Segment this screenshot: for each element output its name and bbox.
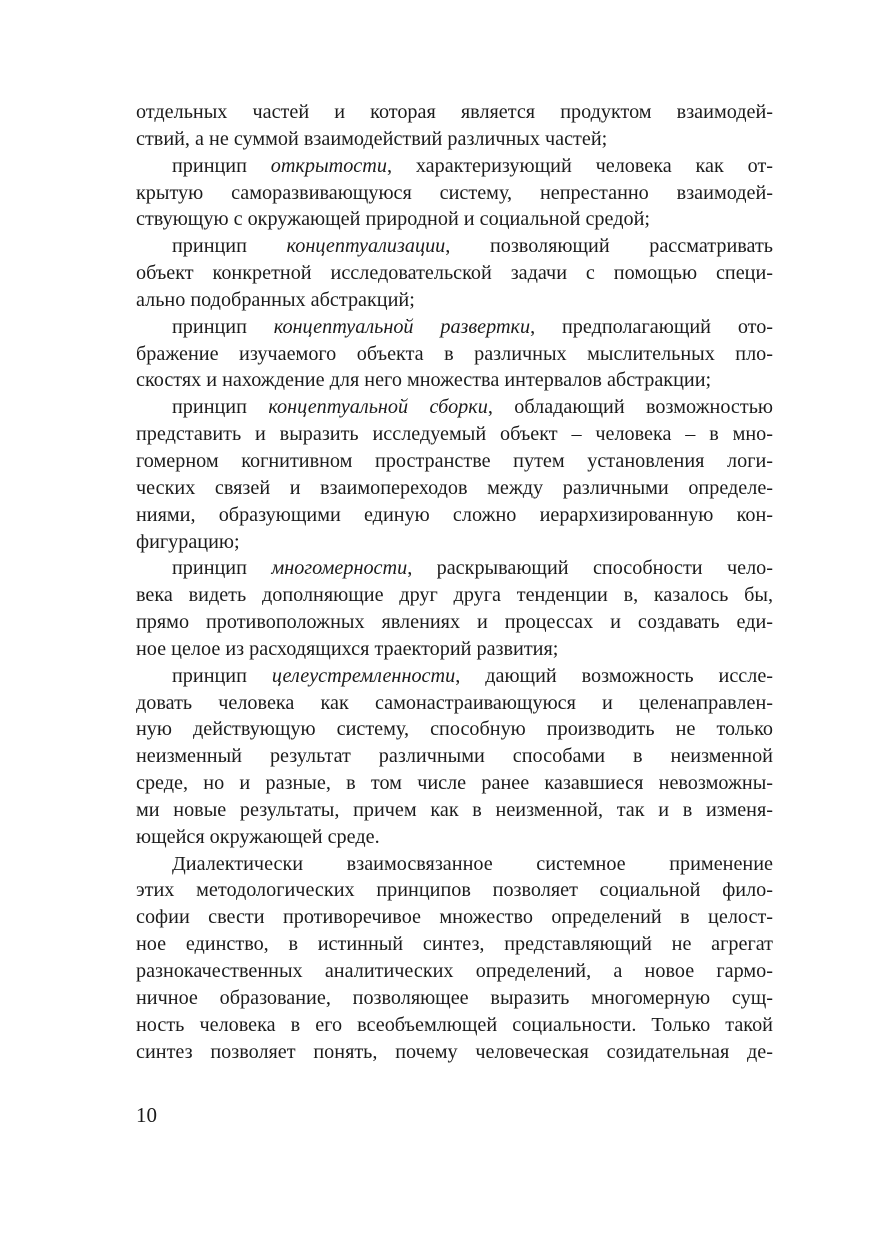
text-line bbox=[136, 824, 773, 851]
text-run: ми новые результаты, причем как в неизменной, так и в изменя- bbox=[136, 798, 773, 821]
text-line bbox=[136, 743, 773, 770]
text-line bbox=[136, 206, 773, 233]
text-run: этих методологических принципов позволяет социальной фило- bbox=[136, 879, 773, 902]
text-run: ное целое из расходящихся траекторий развития; bbox=[136, 637, 559, 660]
text-run: ческих связей и взаимопереходов между различными определе- bbox=[136, 476, 773, 499]
text-run: Диалектически взаимосвязанное системное применение bbox=[172, 852, 773, 875]
text-line bbox=[136, 233, 773, 260]
text-run: объект конкретной исследовательской задачи с помощью специ- bbox=[136, 262, 773, 285]
text-run: неизменный результат различными способами в неизменной bbox=[136, 745, 773, 768]
text-line bbox=[136, 797, 773, 824]
italic-term: концептуализации bbox=[286, 235, 446, 258]
text-line bbox=[136, 609, 773, 636]
text-run: довать человека как самонастраивающуюся и целенаправлен- bbox=[136, 691, 773, 714]
text-line bbox=[136, 367, 773, 394]
text-line bbox=[136, 985, 773, 1012]
text-run: прямо противоположных явлениях и процессах и создавать еди- bbox=[136, 611, 773, 634]
text-line bbox=[136, 99, 773, 126]
text-line bbox=[136, 716, 773, 743]
text-run: разнокачественных аналитических определений, а новое гармо- bbox=[136, 960, 773, 982]
text-line bbox=[136, 958, 773, 985]
text-run: принцип bbox=[172, 557, 272, 580]
text-line bbox=[136, 663, 773, 690]
text-run: , позволяющий рассматривать bbox=[445, 235, 773, 258]
text-run: крытую саморазвивающуюся систему, непрестанно взаимодей- bbox=[136, 181, 773, 204]
text-line bbox=[136, 690, 773, 717]
text-line bbox=[136, 529, 773, 556]
text-line bbox=[136, 555, 773, 582]
text-run: , дающий возможность иссле- bbox=[455, 664, 773, 687]
text-run: гомерном когнитивном пространстве путем установления логи- bbox=[136, 449, 773, 472]
text-run: , характеризующий человека как от- bbox=[386, 154, 773, 177]
text-line bbox=[136, 502, 773, 529]
text-line bbox=[136, 904, 773, 931]
text-line bbox=[136, 314, 773, 341]
text-run: ющейся окружающей среде. bbox=[136, 825, 380, 848]
text-line bbox=[136, 1012, 773, 1039]
italic-term: целеустремленности bbox=[271, 664, 456, 687]
text-line bbox=[136, 931, 773, 958]
text-run: , обладающий возможностью bbox=[487, 396, 774, 419]
text-line bbox=[136, 394, 773, 421]
text-line bbox=[136, 877, 773, 904]
text-run: принцип bbox=[172, 154, 271, 177]
text-run: синтез позволяет понять, почему человеческая созидательная де- bbox=[136, 1040, 773, 1063]
text-line bbox=[136, 475, 773, 502]
text-run: представить и выразить исследуемый объект – человека – в мно- bbox=[136, 423, 773, 446]
text-line bbox=[136, 287, 773, 314]
text-line bbox=[136, 448, 773, 475]
text-line bbox=[136, 180, 773, 207]
text-line bbox=[136, 153, 773, 180]
text-line bbox=[136, 851, 773, 878]
text-line bbox=[136, 341, 773, 368]
text-run: софии свести противоречивое множество определений в целост- bbox=[136, 906, 773, 929]
text-line bbox=[136, 1039, 773, 1066]
text-line bbox=[136, 582, 773, 609]
text-line bbox=[136, 421, 773, 448]
text-run: , раскрывающий способности чело- bbox=[407, 557, 773, 580]
text-run: бражение изучаемого объекта в различных мыслительных пло- bbox=[136, 342, 773, 365]
text-run: ниями, образующими единую сложно иерархизированную кон- bbox=[136, 503, 773, 526]
text-run: ное единство, в истинный синтез, представляющий не агрегат bbox=[136, 933, 773, 956]
italic-term: открытости bbox=[270, 154, 387, 177]
text-run: фигурацию; bbox=[136, 530, 240, 553]
text-line bbox=[136, 126, 773, 153]
text-run: принцип bbox=[172, 396, 269, 419]
text-line bbox=[136, 260, 773, 287]
text-run: ность человека в его всеобъемлющей социальности. Только такой bbox=[136, 1013, 773, 1036]
text-run: отдельных частей и которая является продуктом взаимодей- bbox=[136, 101, 773, 123]
text-run: века видеть дополняющие друг друга тенденции в, казалось бы, bbox=[136, 584, 773, 607]
body-text bbox=[136, 99, 773, 1065]
text-run: ную действующую систему, способную производить не только bbox=[136, 718, 773, 741]
page-number: 10 bbox=[136, 1103, 157, 1127]
text-run: , предполагающий ото- bbox=[530, 315, 774, 338]
text-run: скостях и нахождение для него множества интервалов абстракции; bbox=[136, 369, 712, 392]
italic-term: многомерности bbox=[271, 557, 408, 580]
text-line bbox=[136, 636, 773, 663]
text-run: принцип bbox=[172, 235, 287, 258]
text-line bbox=[136, 770, 773, 797]
text-run: ствий, а не суммой взаимодействий различных частей; bbox=[136, 127, 608, 150]
text-run: ально подобранных абстракций; bbox=[136, 288, 415, 311]
text-run: ствующую с окружающей природной и социальной средой; bbox=[136, 208, 651, 231]
text-run: принцип bbox=[172, 664, 272, 687]
text-run: принцип bbox=[172, 315, 274, 338]
italic-term: концептуальной сборки bbox=[268, 396, 488, 419]
text-run: среде, но и разные, в том числе ранее казавшиеся невозможны- bbox=[136, 772, 773, 795]
text-run: ничное образование, позволяющее выразить многомерную сущ- bbox=[136, 986, 773, 1009]
italic-term: концептуальной развертки bbox=[273, 315, 531, 338]
